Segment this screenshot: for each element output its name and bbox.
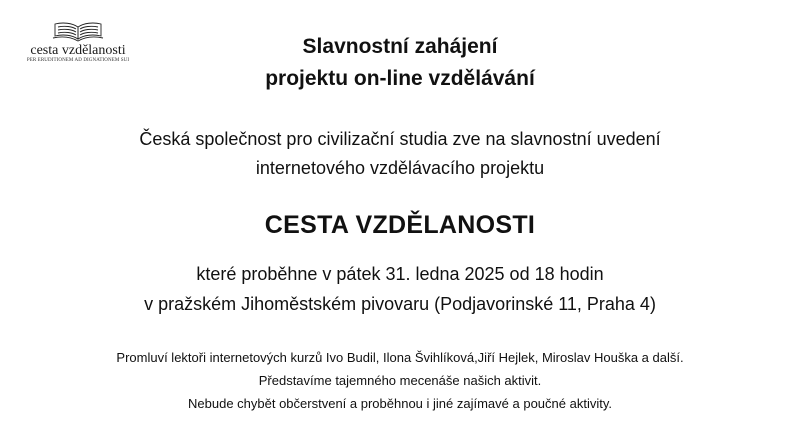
- intro-text: [0, 125, 800, 183]
- project-name: CESTA VZDĚLANOSTI: [264, 211, 536, 239]
- intro-line-2: internetového vzdělávacího projektu: [255, 158, 545, 178]
- intro-line-1: Česká společnost pro civilizační studia zve na slavnostní uvedení: [139, 129, 661, 149]
- title-line-1: Slavnostní zahájení: [302, 35, 498, 58]
- details-line-1: Promluví lektoři internetových kurzů Ivo Budil, Ilona Švihlíková,Jiří Hejlek, Miroslav Houška a další.: [116, 350, 684, 365]
- event-venue: v pražském Jihoměstském pivovaru (Podjavorinské 11, Praha 4): [144, 294, 656, 314]
- details-line-2: Představíme tajemného mecenáše našich aktivit.: [258, 373, 542, 388]
- title-line-2: projektu on-line vzdělávání: [265, 67, 535, 90]
- event-details: [0, 346, 800, 415]
- invitation-title: [0, 31, 800, 95]
- event-info: [0, 259, 800, 319]
- event-date: které proběhne v pátek 31. ledna 2025 od 18 hodin: [196, 264, 604, 284]
- details-line-3: Nebude chybět občerstvení a proběhnou i jiné zajímavé a poučné aktivity.: [188, 396, 612, 411]
- logo-name: cesta vzdělanosti: [30, 43, 126, 58]
- logo-motto: PER ERUDITIONEM AD DIGNATIONEM SUI: [26, 58, 130, 63]
